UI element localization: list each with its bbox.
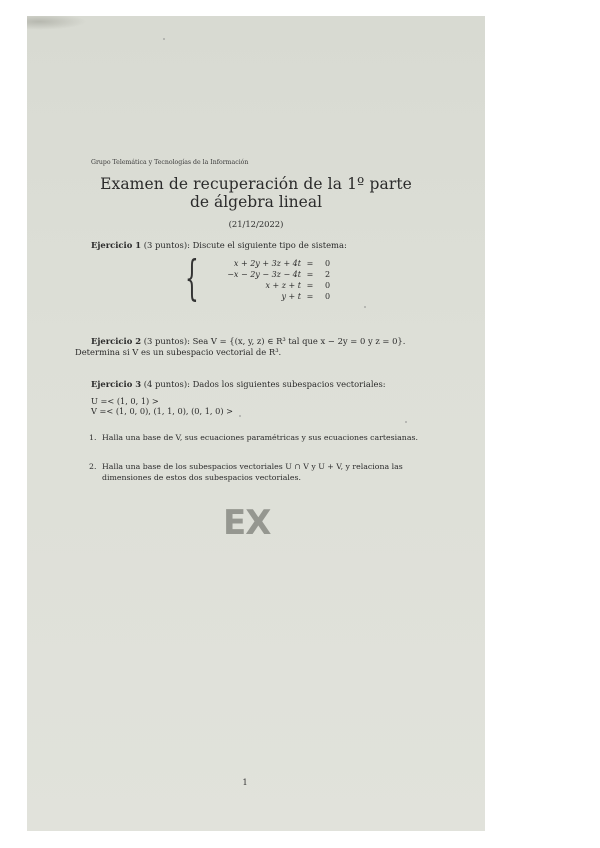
list-item-number: 1. (89, 433, 97, 442)
equation-sign: = (306, 281, 314, 290)
list-item-text: Halla una base de los subespacios vectoriales U ∩ V y U + V, y relaciona las dimensiones de estos dos subespacios vectoriales. (102, 462, 403, 482)
group-name: Grupo Telemática y Tecnologías de la Información (91, 159, 249, 166)
list-item (89, 461, 424, 485)
dust-speck (405, 421, 407, 423)
equation-rhs: 0 (325, 259, 331, 268)
list-item-text: Halla una base de V, sus ecuaciones paramétricas y sus ecuaciones cartesianas. (102, 433, 418, 442)
exam-title-line2: de álgebra lineal (189, 193, 323, 211)
page-number: 1 (242, 778, 248, 787)
exercise2-text-line1: (3 puntos): Sea V = {(x, y, z) ∈ R³ tal que x − 2y = 0 y z = 0}. (141, 336, 406, 346)
exercise3-label: Ejercicio 3 (91, 379, 142, 389)
equation-lhs: x + 2y + 3z + 4t (233, 259, 301, 268)
exercise1-label: Ejercicio 1 (91, 240, 142, 250)
equation-row (197, 270, 357, 281)
dust-speck (239, 415, 241, 417)
equation-rhs: 0 (325, 281, 331, 290)
ex-stamp: EX (223, 503, 271, 543)
equation-sign: = (306, 259, 314, 268)
equation-row (197, 292, 357, 303)
exercise1-text: (3 puntos): Discute el siguiente tipo de sistema: (141, 240, 347, 250)
equation-lhs: y + t (281, 292, 301, 301)
equation-row (197, 281, 357, 292)
dust-speck (364, 306, 366, 308)
equation-rhs: 2 (325, 270, 331, 279)
paper-smudge (27, 16, 87, 30)
subspace-v: V =< (1, 0, 0), (1, 1, 0), (0, 1, 0) > (91, 406, 233, 416)
exercise1-statement (91, 240, 347, 250)
exercise2-text-line2: Determina si V es un subespacio vectorial de R³. (75, 347, 282, 357)
equation-sign: = (306, 292, 314, 301)
equation-sign: = (306, 270, 314, 279)
equation-row (197, 259, 357, 270)
list-item-number: 2. (89, 462, 97, 471)
list-item (89, 432, 424, 456)
exercise3-text: (4 puntos): Dados los siguientes subespacios vectoriales: (141, 379, 386, 389)
exam-title-line1: Examen de recuperación de la 1º parte (100, 175, 412, 193)
equation-rhs: 0 (325, 292, 331, 301)
equation-lhs: −x − 2y − 3z − 4t (227, 270, 301, 279)
subspace-u: U =< (1, 0, 1) > (91, 396, 159, 406)
exam-sheet (27, 16, 485, 831)
left-brace-icon: { (185, 250, 199, 306)
exercise2-statement (91, 336, 405, 346)
equation-lhs: x + z + t (265, 281, 301, 290)
equation-system (185, 250, 355, 307)
exam-date: (21/12/2022) (228, 219, 284, 229)
exercise3-statement (91, 379, 386, 389)
dust-speck (163, 38, 165, 40)
exercise2-label: Ejercicio 2 (91, 336, 142, 346)
